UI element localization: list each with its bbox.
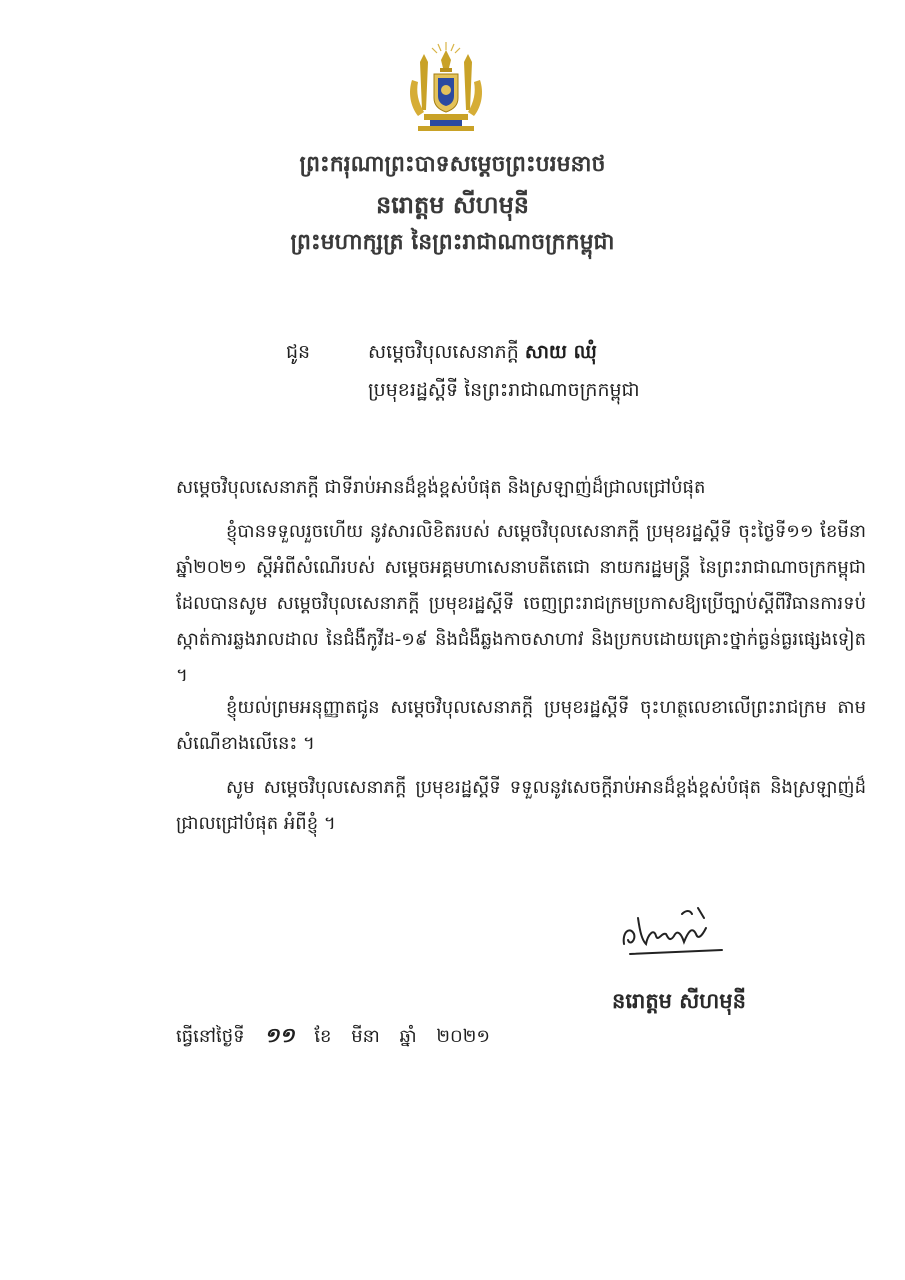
recipient-honorific: សម្តេចវិបុលសេនាភក្តី xyxy=(368,341,519,363)
king-office: ព្រះមហាក្សត្រ នៃព្រះរាជាណាចក្រកម្ពុជា xyxy=(290,229,615,255)
date-month-label: ខែ xyxy=(314,1026,332,1047)
paragraph-3: សូម សម្តេចវិបុលសេនាភក្តី ប្រមុខរដ្ឋស្តីទី ទទួលនូវសេចក្តីរាប់អានដ៏ខ្ពង់ខ្ពស់បំផុត និងស្រឡាញ់ដ៏ជ្រាលជ្រៅបំផុត អំពីខ្ញុំ ។ xyxy=(176,777,866,834)
date-line xyxy=(176,1022,504,1052)
date-prefix: ធ្វើនៅថ្ងៃទី xyxy=(176,1026,245,1047)
king-name: នរោត្តម សីហមុនី xyxy=(375,190,530,219)
recipient-name-line xyxy=(368,340,597,368)
handwritten-signature xyxy=(612,888,732,966)
recipient-name: សាយ ឈុំ xyxy=(524,341,597,363)
recipient-title: ប្រមុខរដ្ឋស្តីទី នៃព្រះរាជាណាចក្រកម្ពុជា xyxy=(368,379,640,401)
date-month: មីនា xyxy=(351,1026,380,1047)
recipient-label: ជូន xyxy=(286,341,311,363)
date-year: ២០២១ xyxy=(436,1026,490,1047)
date-year-label: ឆ្នាំ xyxy=(399,1026,417,1047)
royal-coat-of-arms-icon xyxy=(404,40,488,136)
paragraph-1: ខ្ញុំបានទទួលរួចហើយ នូវសារលិខិតរបស់ សម្តេចវិបុលសេនាភក្តី ប្រមុខរដ្ឋស្តីទី ចុះថ្ងៃទី១១ ខែមីនា ឆ្នាំ២០២១ ស្តីអំពីសំណើរបស់ សម្តេចអគ្គមហាសេនាបតីតេជោ នាយករដ្ឋមន្ត្រី នៃព្រះរាជាណាចក្រកម្ពុជា ដែលបានសូម សម្តេចវិបុលសេនាភក្តី ប្រមុខរដ្ឋស្តីទី ចេញព្រះរាជក្រមប្រកាសឱ្យប្រើច្បាប់ស្តីពីវិធានការទប់ស្កាត់ការឆ្លងរាលដាល នៃជំងឺកូវីដ-១៩ និងជំងឺឆ្លងកាចសាហាវ និងប្រកបដោយគ្រោះថ្នាក់ធ្ងន់ធ្ងរផ្សេងទៀត ។ xyxy=(176,521,866,686)
signer-name: នរោត្តម សីហមុនី xyxy=(612,988,746,1013)
paragraph-2: ខ្ញុំយល់ព្រមអនុញ្ញាតជូន សម្តេចវិបុលសេនាភក្តី ប្រមុខរដ្ឋស្តីទី ចុះហត្ថលេខាលើព្រះរាជក្រម តាមសំណើខាងលើនេះ ។ xyxy=(176,697,866,754)
king-title-line: ព្រះករុណាព្រះបាទសម្តេចព្រះបរមនាថ xyxy=(299,151,606,177)
date-day: ១១ xyxy=(264,1023,295,1047)
salutation: សម្តេចវិបុលសេនាភក្តី ជាទីរាប់អានដ៏ខ្ពង់ខ្ពស់បំផុត និងស្រឡាញ់ដ៏ជ្រាលជ្រៅបំផុត xyxy=(176,477,706,498)
